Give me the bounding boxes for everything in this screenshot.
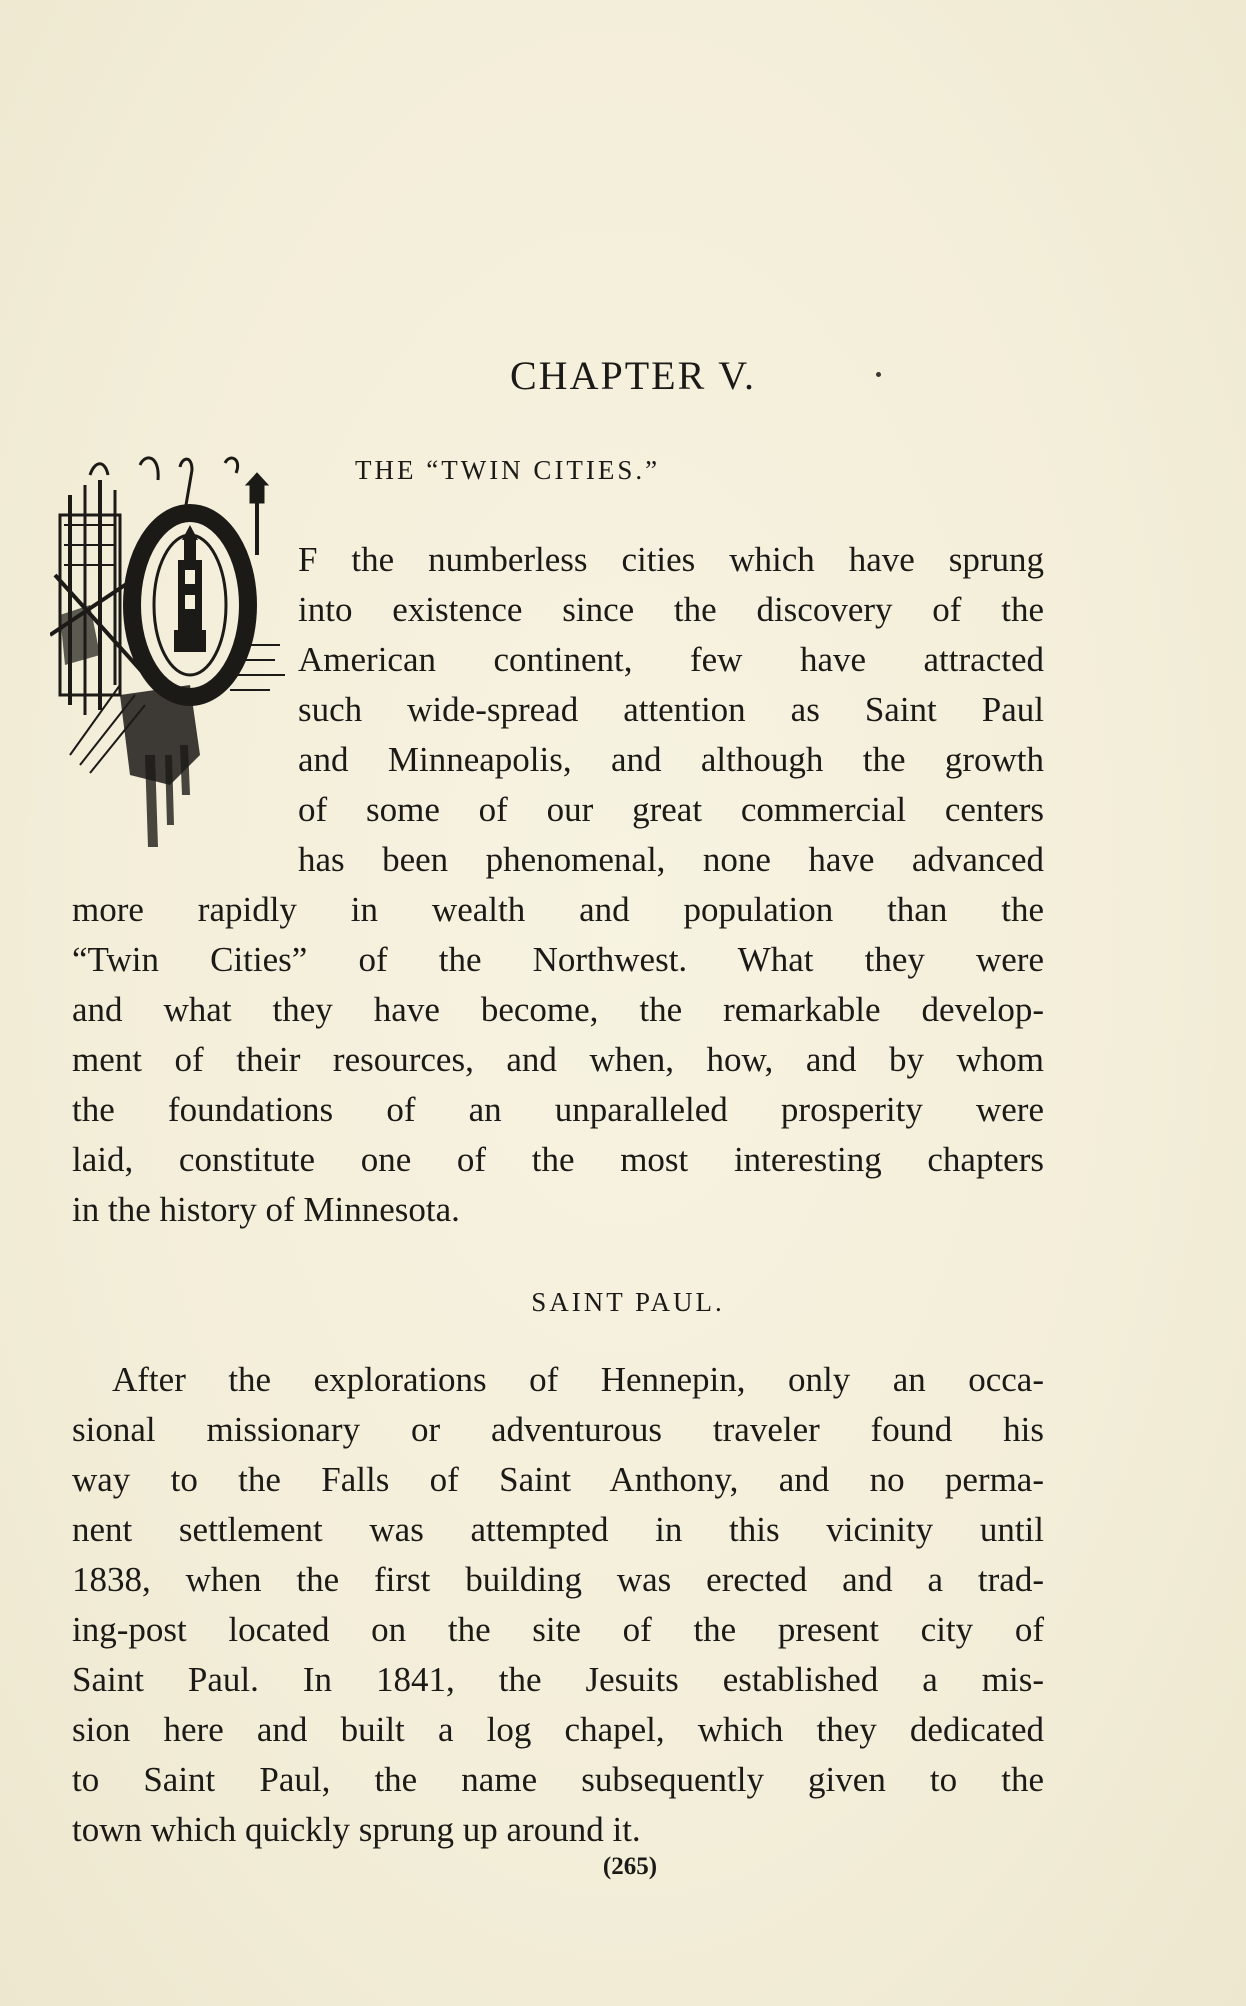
chapter-label: CHAPTER bbox=[510, 353, 707, 398]
text-line: more rapidly in wealth and population than the bbox=[72, 890, 1044, 929]
text-line: After the explorations of Hennepin, only an occa- bbox=[112, 1360, 1044, 1399]
text-line: and what they have become, the remarkable develop- bbox=[72, 990, 1044, 1029]
text-line: sional missionary or adventurous traveler found his bbox=[72, 1410, 1044, 1449]
text-line: American continent, few have attracted bbox=[298, 640, 1044, 679]
text-line: F the numberless cities which have sprung bbox=[298, 540, 1044, 579]
text-line: laid, constitute one of the most interesting chapters bbox=[72, 1140, 1044, 1179]
text-line: the foundations of an unparalleled prosperity were bbox=[72, 1090, 1044, 1129]
text-line: ing-post located on the site of the present city of bbox=[72, 1610, 1044, 1649]
text-line: into existence since the discovery of the bbox=[298, 590, 1044, 629]
text-line: “Twin Cities” of the Northwest. What they were bbox=[72, 940, 1044, 979]
text-line: ment of their resources, and when, how, and by whom bbox=[72, 1040, 1044, 1079]
text-line: in the history of Minnesota. bbox=[72, 1190, 460, 1229]
subheading: SAINT PAUL. bbox=[531, 1287, 725, 1317]
text-line: of some of our great commercial centers bbox=[298, 790, 1044, 829]
text-line: Saint Paul. In 1841, the Jesuits established a mis- bbox=[72, 1660, 1044, 1699]
opening-paragraph bbox=[72, 535, 1044, 1235]
chapter-number: V. bbox=[718, 353, 756, 398]
text-line: 1838, when the first building was erected and a trad- bbox=[72, 1560, 1044, 1599]
chapter-heading bbox=[0, 352, 1246, 399]
text-line: way to the Falls of Saint Anthony, and no perma- bbox=[72, 1460, 1044, 1499]
text-line: town which quickly sprung up around it. bbox=[72, 1810, 641, 1849]
second-paragraph bbox=[72, 1355, 1044, 1855]
section-title: THE “TWIN CITIES.” bbox=[355, 455, 661, 485]
text-line: such wide-spread attention as Saint Paul bbox=[298, 690, 1044, 729]
page-number: (265) bbox=[602, 1853, 658, 1880]
text-line: has been phenomenal, none have advanced bbox=[298, 840, 1044, 879]
text-line: and Minneapolis, and although the growth bbox=[298, 740, 1044, 779]
text-line: nent settlement was attempted in this vicinity until bbox=[72, 1510, 1044, 1549]
ink-speck bbox=[876, 372, 881, 377]
text-line: sion here and built a log chapel, which they dedicated bbox=[72, 1710, 1044, 1749]
text-line: to Saint Paul, the name subsequently given to the bbox=[72, 1760, 1044, 1799]
